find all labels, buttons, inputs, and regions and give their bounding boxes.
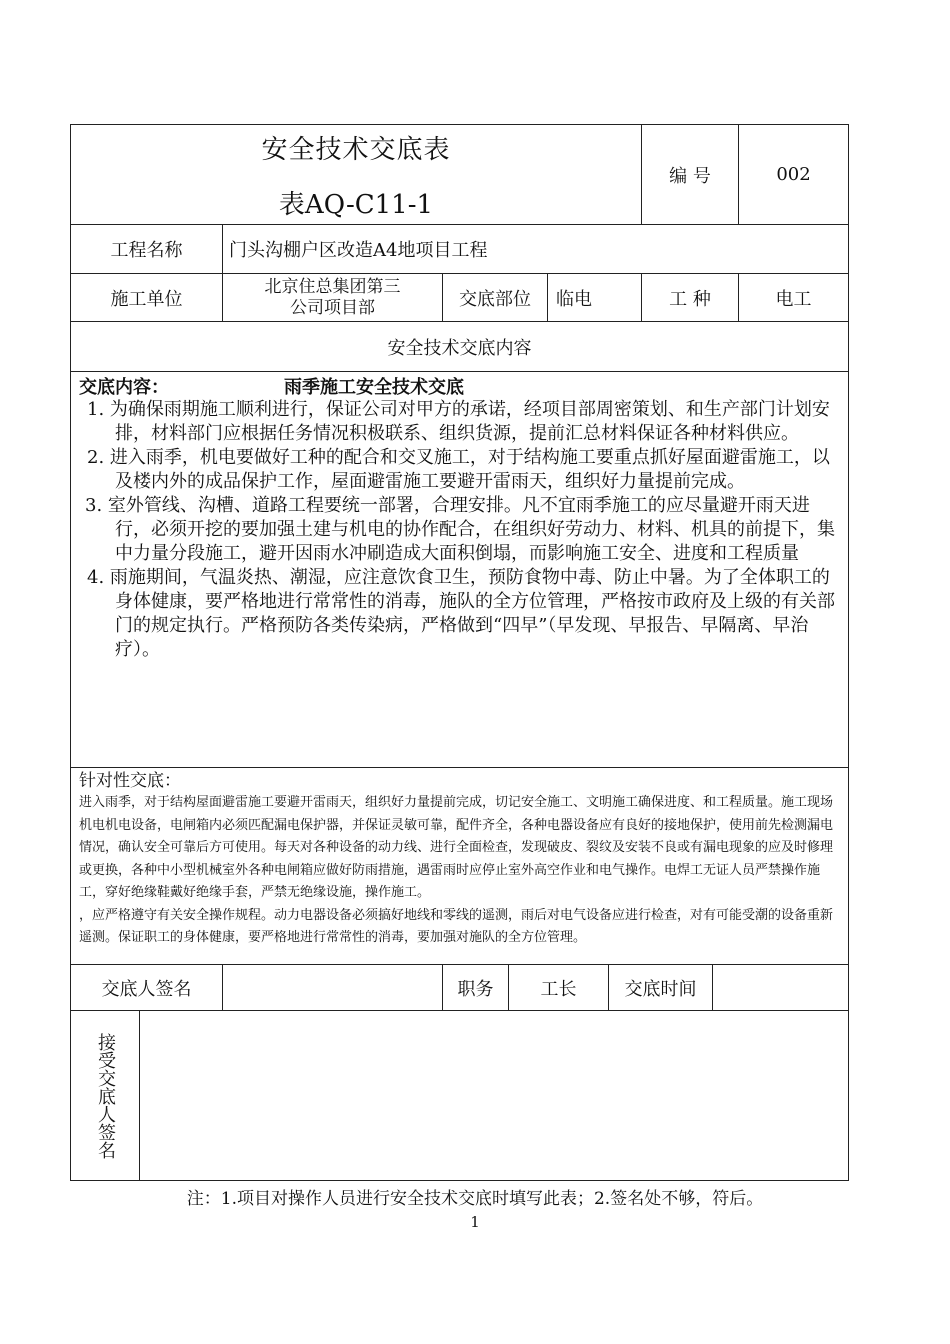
- discloser-value[interactable]: [222, 965, 442, 1010]
- part-value: 临电: [547, 274, 641, 321]
- content-item-2: 2. 进入雨季，机电要做好工种的配合和交叉施工，对于结构施工要重点抓好屋面避雷施工，以及楼内外的成品保护工作，屋面避雷施工要避开雷雨天，组织好力量提前完成。: [87, 447, 830, 492]
- form-title: 安全技术交底表: [261, 134, 451, 165]
- project-name-value: 门头沟棚户区改造A4地项目工程: [222, 225, 848, 273]
- position-value: 工长: [508, 965, 608, 1010]
- content-header: 安全技术交底内容: [387, 337, 532, 359]
- trade-label: 工 种: [641, 274, 738, 321]
- content-subject: 雨季施工安全技术交底: [284, 377, 464, 398]
- form-code: 表AQ-C11-1: [278, 189, 434, 220]
- receiver-label: 接受交底人签名: [95, 1032, 116, 1159]
- project-row: [70, 225, 849, 274]
- unit-row: [70, 274, 849, 322]
- project-name-label: 工程名称: [110, 240, 183, 261]
- trade-value: 电工: [738, 274, 848, 321]
- receiver-label-cell: [71, 1011, 139, 1180]
- content-item-1: 1. 为确保雨期施工顺利进行，保证公司对甲方的承诺，经项目部周密策划、和生产部门计划安排，材料部门应根据任务情况积极联系、组织货源，提前汇总材料保证各种材料供应。: [87, 399, 830, 444]
- targeted-text-2: ，应严格遵守有关安全操作规程。动力电器设备必须搞好地线和零线的遥测，雨后对电气设备应进行检查，对有可能受潮的设备重新遥测。保证职工的身体健康，要严格地进行常常性的消毒，要加强对施队的全方位管理。: [79, 907, 834, 945]
- page-number: 1: [470, 1213, 480, 1231]
- footer-note: 注：1.项目对操作人员进行安全技术交底时填写此表；2.签名处不够，符后。: [186, 1189, 764, 1209]
- discloser-label: 交底人签名: [101, 978, 192, 1000]
- content-item-3: 3. 室外管线、沟槽、道路工程要统一部署，合理安排。凡不宜雨季施工的应尽量避开雨天进行，必须开挖的要加强土建与机电的协作配合，在组织好劳动力、材料、机具的前提下，集中力量分段施工，避开因雨水冲刷造成大面积倒塌，而影响施工安全、进度和工程质量: [85, 495, 835, 564]
- content-body: [70, 372, 849, 768]
- unit-label: 施工单位: [110, 288, 183, 310]
- content-heading-line: [79, 374, 844, 398]
- unit-value: 北京住总集团第三公司项目部: [222, 274, 442, 321]
- targeted-section: [70, 768, 849, 965]
- signature-row: [70, 965, 849, 1011]
- content-item-4: 4. 雨施期间，气温炎热、潮湿，应注意饮食卫生，预防食物中毒、防止中暑。为了全体职工的身体健康，要严格地进行常常性的消毒，施队的全方位管理，严格按市政府及上级的有关部门的规定执行。严格预防各类传染病，严格做到“四早”（早发现、早报告、早隔离、早治疗）。: [87, 567, 835, 660]
- content-header-row: [70, 322, 849, 372]
- title-block: [71, 125, 641, 224]
- targeted-heading: 针对性交底：: [79, 771, 181, 791]
- receiver-signature-area[interactable]: [139, 1011, 848, 1180]
- number-value: 002: [738, 125, 848, 224]
- time-value[interactable]: [712, 965, 848, 1010]
- content-heading: 交底内容：: [79, 377, 169, 398]
- position-label: 职务: [442, 965, 508, 1010]
- number-label: 编 号: [641, 125, 738, 224]
- time-label: 交底时间: [608, 965, 712, 1010]
- disclosure-form: [70, 124, 849, 1181]
- receiver-row: [70, 1011, 849, 1181]
- targeted-text: 进入雨季，对于结构屋面避雷施工要避开雷雨天，组织好力量提前完成，切记安全施工、文明施工确保进度、和工程质量。施工现场机电机电设备，电闸箱内必须匹配漏电保护器，并保证灵敏可靠，配件齐全，各种电器设备应有良好的接地保护，使用前先检测漏电情况，确认安全可靠后方可使用。每天对各种设备的动力线、进行全面检查，发现破皮、裂纹及安装不良或有漏电现象的应及时修理或更换，各种中小型机械室外各种电闸箱应做好防雨措施，遇雷雨时应停止室外高空作业和电气操作。电焊工无证人员严禁操作施工，穿好绝缘鞋戴好绝缘手套，严禁无绝缘设施，操作施工。: [79, 795, 834, 900]
- title-row: [70, 124, 849, 225]
- part-label: 交底部位: [442, 274, 547, 321]
